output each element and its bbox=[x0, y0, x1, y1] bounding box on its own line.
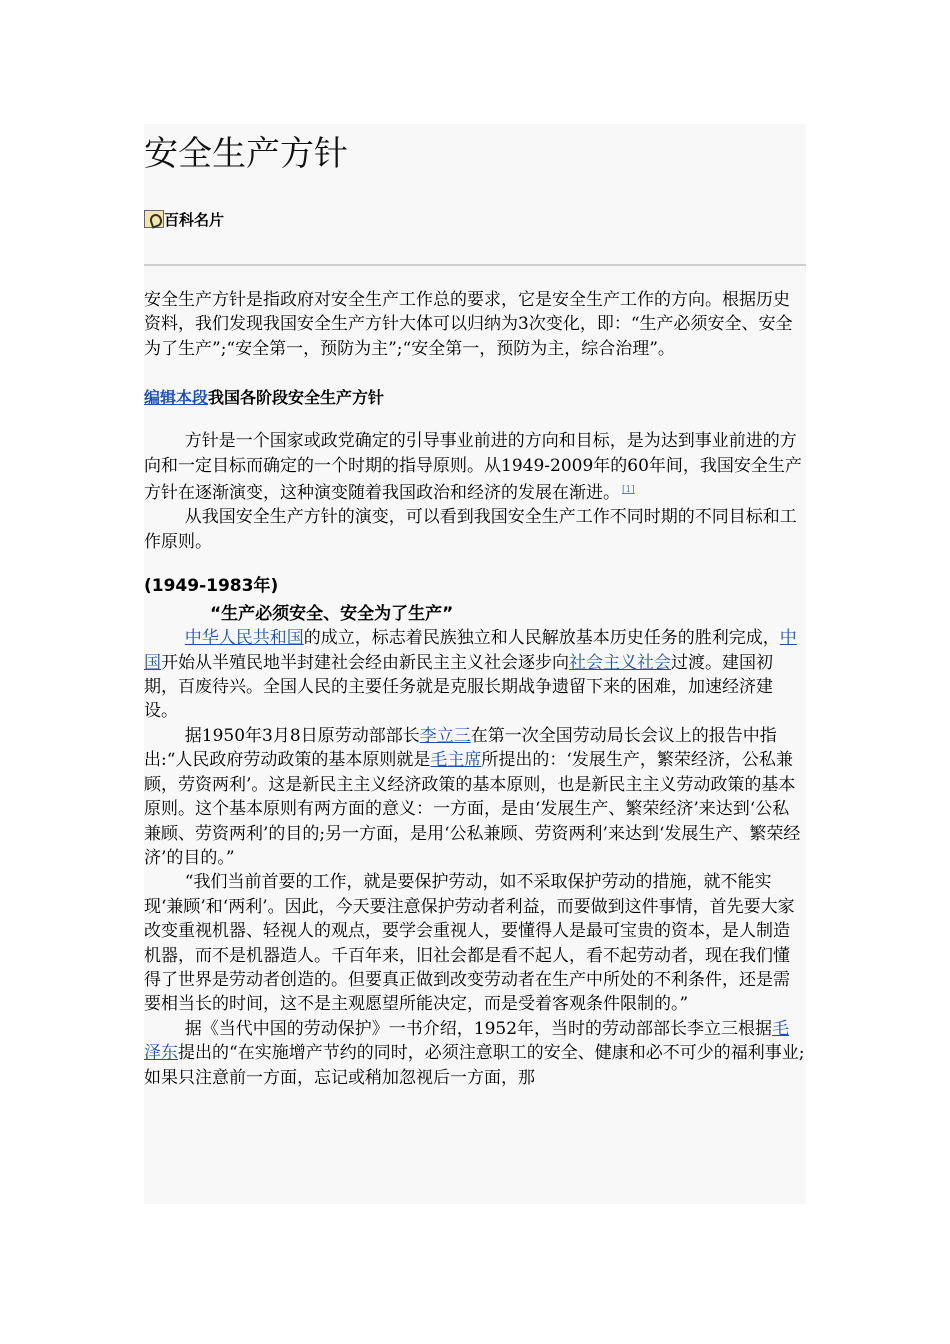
edit-section-link[interactable]: 编辑本段 bbox=[144, 388, 209, 408]
paragraph-text: 据《当代中国的劳动保护》一书介绍，1952年，当时的劳动部部长李立三根据 bbox=[184, 1018, 773, 1039]
link-prc[interactable]: 中华人民共和国 bbox=[184, 628, 304, 649]
link-china[interactable]: 中国 bbox=[144, 628, 797, 673]
paragraph-text: 据1950年3月8日原劳动部部长 bbox=[184, 725, 420, 746]
paragraph-text: 的成立，标志着民族独立和人民解放基本历史任务的胜利完成， bbox=[303, 628, 780, 649]
paragraph-founding bbox=[144, 626, 806, 724]
intro-paragraph: 安全生产方针是指政府对安全生产工作总的要求，它是安全生产工作的方向。根据历史资料，我们发现我国安全生产方针大体可以归纳为3次变化，即：“生产必须安全、安全为了生产”;“安全第一，预防为主”;“安全第一，预防为主，综合治理”。 bbox=[144, 290, 793, 359]
paragraph-text: 在第一次全国劳动局长会议上的报告中指出:“人民政府劳动政策的基本原则就是 bbox=[144, 725, 777, 771]
paragraph-policy-definition bbox=[144, 429, 806, 505]
paragraph-text: 所提出的：‘发展生产，繁荣经济，公私兼顾，劳资两利’。这是新民主主义经济政策的基本原则，也是新民主主义劳动政策的基本原则。这个基本原则有两方面的意义：一方面，是由‘发展生产、繁荣经济’来达到‘公私兼顾、劳资两利’的目的;另一方面，是用‘公私兼顾、劳资两利’来达到‘发展生产、繁荣经济’的目的。” bbox=[144, 750, 801, 868]
link-li-lisan[interactable]: 李立三 bbox=[419, 725, 471, 746]
paragraph-text: 方针是一个国家或政党确定的引导事业前进的方向和目标，是为达到事业前进的方向和一定目标而确定的一个时期的指导原则。从1949-2009年的60年间，我国安全生产方针在逐渐演变，这种演变随着我国政治和经济的发展在渐进。 bbox=[144, 431, 802, 504]
paragraph-text: 开始从半殖民地半封建社会经由新民主主义社会逐步向 bbox=[161, 652, 569, 673]
paragraph-text: 过渡。建国初期，百废待兴。全国人民的主要任务就是克服长期战争遗留下来的困难，加速经济建设。 bbox=[144, 652, 773, 722]
paragraph-evolution: 从我国安全生产方针的演变，可以看到我国安全生产工作不同时期的不同目标和工作原则。 bbox=[144, 507, 797, 552]
period-heading: (1949-1983年) bbox=[144, 576, 279, 597]
link-socialist-society[interactable]: 社会主义社会 bbox=[569, 652, 671, 673]
section-title: 我国各阶段安全生产方针 bbox=[208, 388, 385, 408]
paragraph-protect-labor: “我们当前首要的工作，就是要保护劳动，如不采取保护劳动的措施，就不能实现‘兼顾’和‘两利’。因此，今天要注意保护劳动者利益，而要做到这件事情，首先要大家改变重视机器、轻视人的观点，要学会重视人，要懂得人是最可宝贵的资本，是人制造机器，而不是机器造人。千百年来，旧社会都是看不起人，看不起劳动者，现在我们懂得了世界是劳动者创造的。但要真正做到改变劳动者在生产中所处的不利条件，还是需要相当长的时间，这不是主观愿望所能决定，而是受着客观条件限制的。” bbox=[144, 872, 795, 1015]
header-divider bbox=[144, 264, 806, 266]
card-label-text: 百科名片 bbox=[164, 211, 225, 229]
paragraph-labor-protection-book bbox=[144, 1017, 806, 1090]
link-mao-zedong[interactable]: 毛泽东 bbox=[144, 1018, 790, 1064]
reference-link[interactable]: [1] bbox=[622, 485, 635, 496]
card-icon bbox=[144, 210, 164, 228]
encyclopedia-card-label bbox=[144, 210, 224, 230]
paragraph-labor-report bbox=[144, 724, 806, 870]
link-chairman-mao[interactable]: 毛主席 bbox=[430, 750, 482, 771]
section-heading bbox=[144, 387, 806, 409]
article-body bbox=[144, 288, 806, 1090]
page-title: 安全生产方针 bbox=[144, 134, 348, 174]
paragraph-text: 提出的“在实施增产节约的同时，必须注意职工的安全、健康和必不可少的福利事业;如果只注意前一方面，忘记或稍加忽视后一方面，那 bbox=[144, 1043, 805, 1088]
policy-slogan: “生产必须安全、安全为了生产” bbox=[210, 604, 454, 625]
